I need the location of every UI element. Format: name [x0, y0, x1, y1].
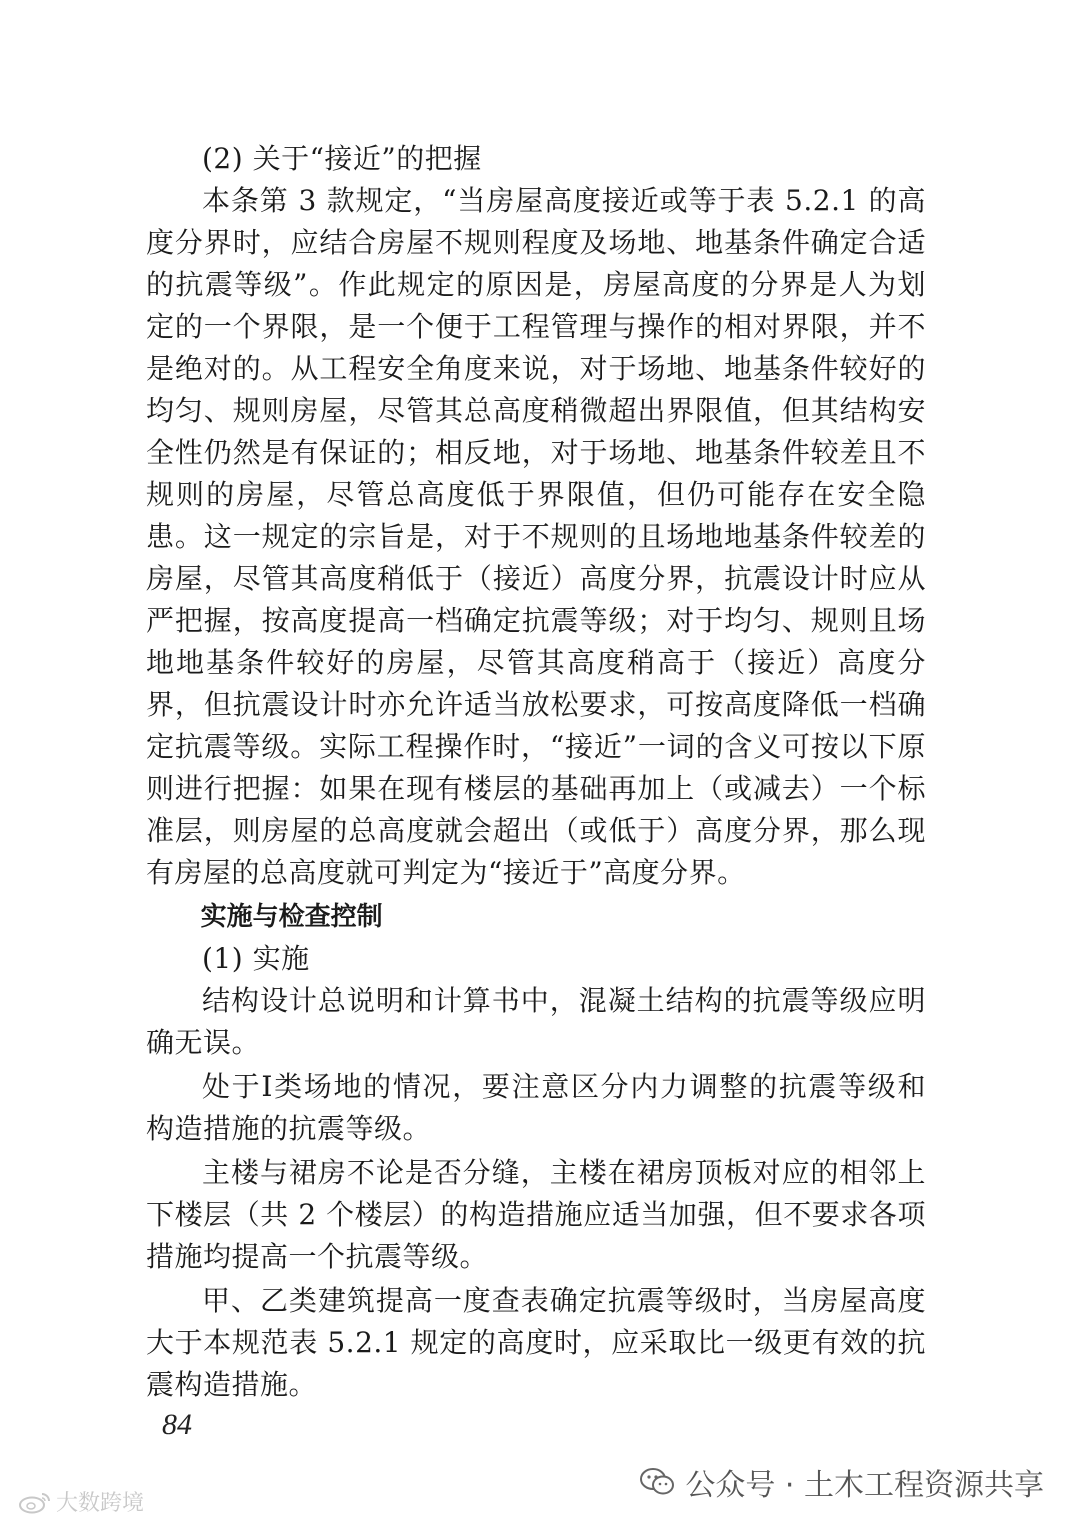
weibo-watermark-text: 大数跨境: [56, 1491, 145, 1516]
wechat-watermark-text: 公众号 · 土木工程资源共享: [685, 1468, 1044, 1503]
paragraph-heading-2: (2) 关于“接近”的把握: [202, 142, 482, 175]
implementation-paragraph-2: 处于Ⅰ类场地的情况，要注意区分内力调整的抗震等级和构造措施的抗震等级。: [146, 1070, 926, 1145]
wechat-icon: [639, 1467, 675, 1497]
implementation-paragraph-1: 结构设计总说明和计算书中，混凝土结构的抗震等级应明确无误。: [146, 984, 926, 1059]
weibo-watermark: [18, 1486, 144, 1517]
implementation-paragraph-4: 甲、乙类建筑提高一度查表确定抗震等级时，当房屋高度大于本规范表 5.2.1 规定的高度时，应采取比一级更有效的抗震构造措施。: [146, 1284, 926, 1401]
page-number: 84: [162, 1408, 192, 1441]
sub-heading: (1) 实施: [202, 942, 310, 975]
weibo-icon: [18, 1490, 52, 1514]
wechat-watermark: [639, 1460, 1044, 1504]
section-heading: 实施与检查控制: [200, 902, 383, 932]
implementation-paragraph-3: 主楼与裙房不论是否分缝，主楼在裙房顶板对应的相邻上下楼层（共 2 个楼层）的构造措施应适当加强，但不要求各项措施均提高一个抗震等级。: [146, 1156, 926, 1273]
document-page: [146, 138, 926, 1406]
paragraph-body: 本条第 3 款规定，“当房屋高度接近或等于表 5.2.1 的高度分界时，应结合房屋不规则程度及场地、地基条件确定合适的抗震等级”。作此规定的原因是，房屋高度的分界是人为划定的一个界限，是一个便于工程管理与操作的相对界限，并不是绝对的。从工程安全角度来说，对于场地、地基条件较好的均匀、规则房屋，尽管其总高度稍微超出界限值，但其结构安全性仍然是有保证的；相反地，对于场地、地基条件较差且不规则的房屋，尽管总高度低于界限值，但仍可能存在安全隐患。这一规定的宗旨是，对于不规则的且场地地基条件较差的房屋，尽管其高度稍低于（接近）高度分界，抗震设计时应从严把握，按高度提高一档确定抗震等级；对于均匀、规则且场地地基条件较好的房屋，尽管其高度稍高于（接近）高度分界，但抗震设计时亦允许适当放松要求，可按高度降低一档确定抗震等级。实际工程操作时，“接近”一词的含义可按以下原则进行把握：如果在现有楼层的基础再加上（或减去）一个标准层，则房屋的总高度就会超出（或低于）高度分界，那么现有房屋的总高度就可判定为“接近于”高度分界。: [146, 184, 926, 889]
